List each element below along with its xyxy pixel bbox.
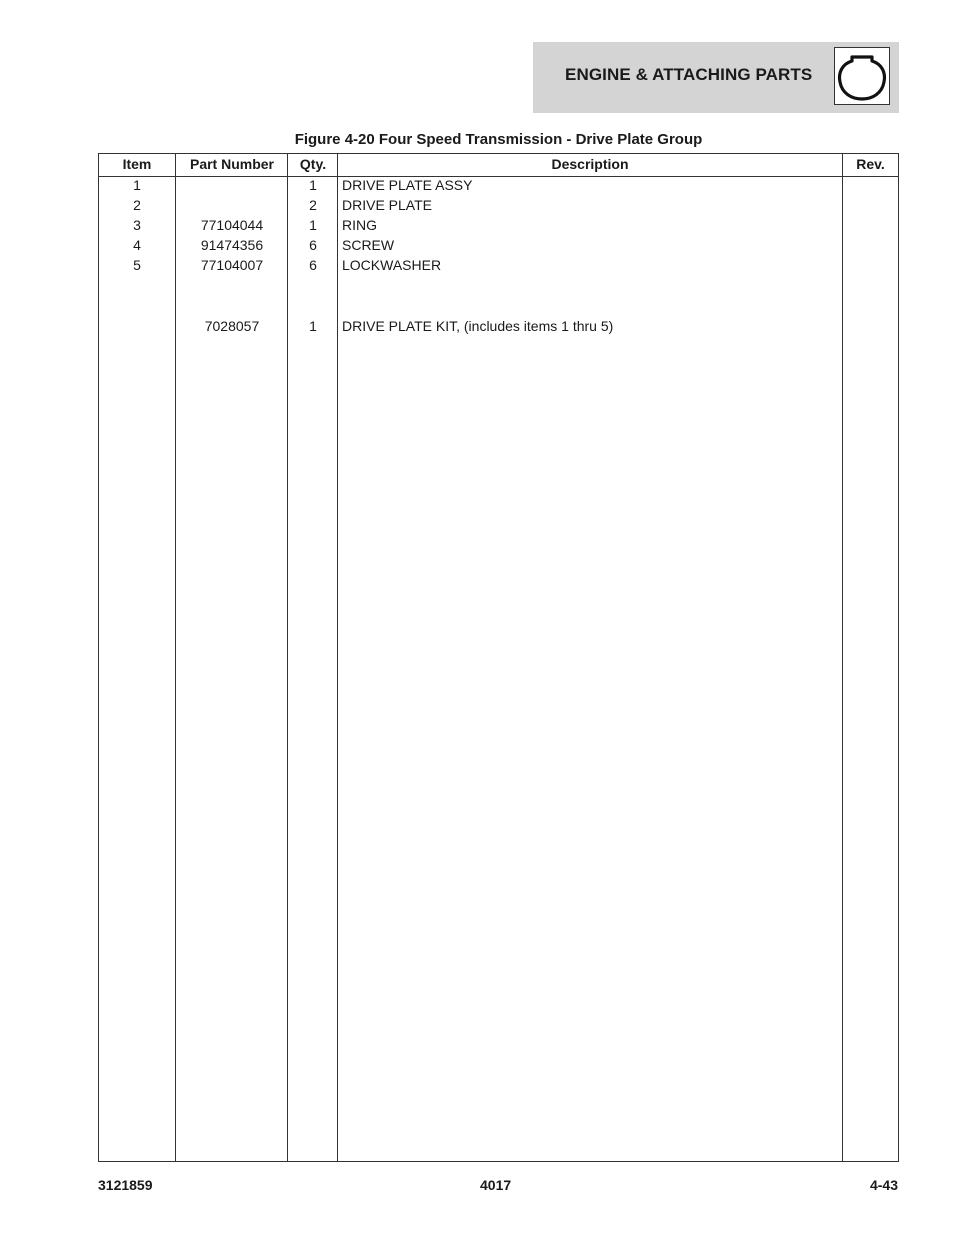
column-header-description: Description (551, 156, 629, 172)
description: DRIVE PLATE ASSY (342, 177, 473, 193)
description: DRIVE PLATE KIT, (includes items 1 thru 5) (342, 318, 614, 334)
footer-model: 4017 (480, 1177, 512, 1193)
figure-title: Figure 4-20 Four Speed Transmission - Drive Plate Group (294, 131, 703, 148)
column-divider (287, 154, 288, 1161)
table-row (99, 197, 898, 217)
engine-icon (835, 48, 889, 104)
quantity: 1 (309, 318, 317, 334)
footer-doc-number: 3121859 (98, 1177, 153, 1193)
quantity: 6 (309, 237, 317, 253)
part-number: 77104044 (200, 217, 264, 233)
item-number: 1 (133, 177, 141, 193)
item-number: 2 (133, 197, 141, 213)
column-header-part-number: Part Number (189, 156, 275, 172)
engine-icon-frame (834, 47, 890, 105)
column-divider (175, 154, 176, 1161)
description: LOCKWASHER (342, 257, 442, 273)
item-number: 3 (133, 217, 141, 233)
column-divider (337, 154, 338, 1161)
part-number: 7028057 (204, 318, 260, 334)
table-row (99, 257, 898, 277)
parts-table (98, 153, 899, 1162)
section-header-tab (533, 42, 899, 113)
footer-page-number: 4-43 (869, 1177, 898, 1193)
quantity: 1 (309, 177, 317, 193)
part-number: 77104007 (200, 257, 264, 273)
table-row-kit (99, 318, 898, 338)
description: RING (342, 217, 377, 233)
quantity: 6 (309, 257, 317, 273)
item-number: 5 (133, 257, 141, 273)
column-header-item: Item (122, 156, 152, 172)
item-number: 4 (133, 237, 141, 253)
table-row (99, 217, 898, 237)
quantity: 1 (309, 217, 317, 233)
column-header-rev: Rev. (856, 156, 885, 172)
description: SCREW (342, 237, 395, 253)
column-header-qty: Qty. (299, 156, 327, 172)
description: DRIVE PLATE (342, 197, 432, 213)
table-row (99, 177, 898, 197)
column-divider (842, 154, 843, 1161)
quantity: 2 (309, 197, 317, 213)
table-row (99, 237, 898, 257)
part-number: 91474356 (200, 237, 264, 253)
section-title: ENGINE & ATTACHING PARTS (565, 65, 813, 84)
